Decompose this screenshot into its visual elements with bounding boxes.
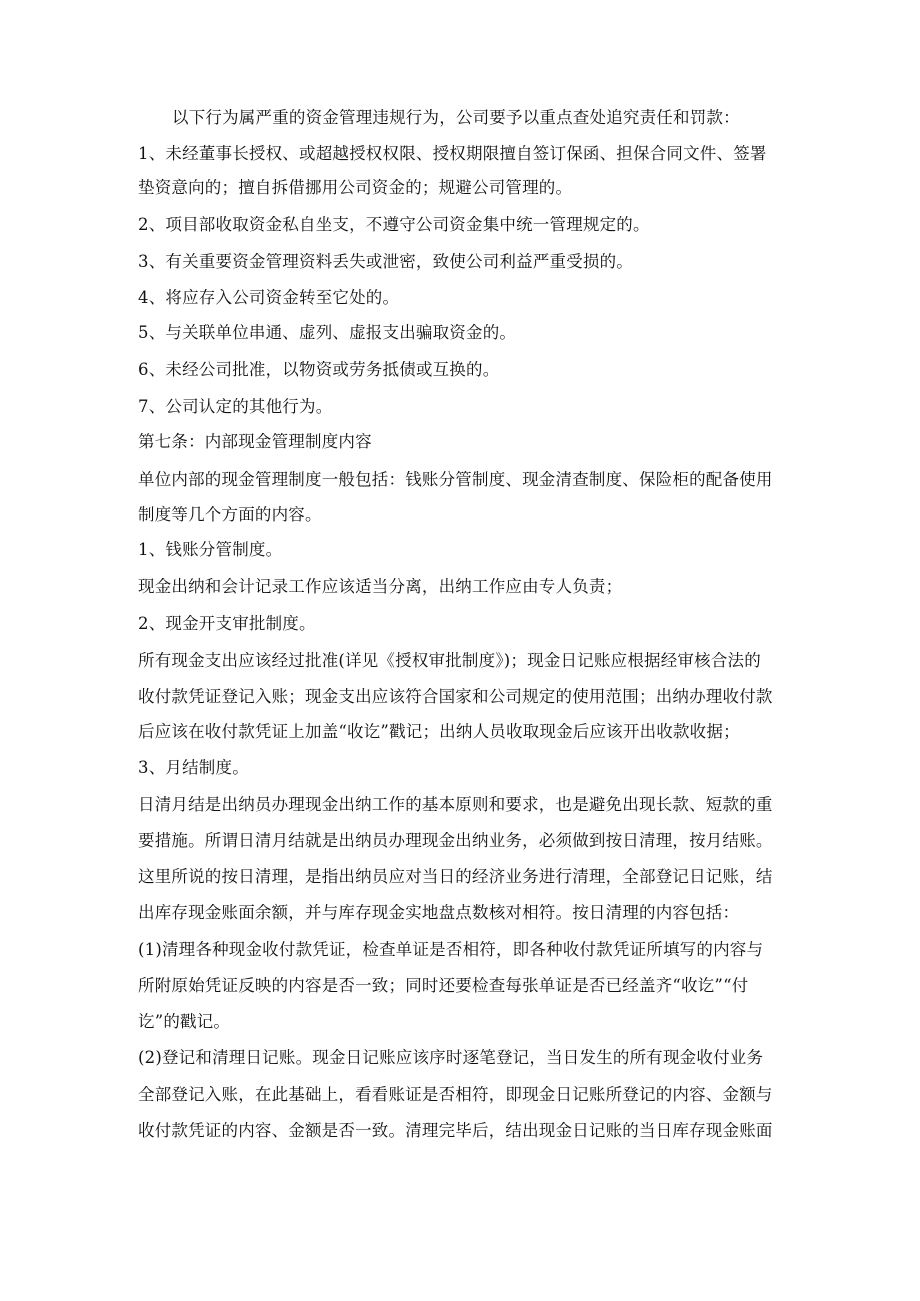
list-item-1-line-2: 垫资意向的；擅自拆借挪用公司资金的；规避公司管理的。 bbox=[138, 178, 573, 197]
paragraph-item-1-line-2: 所附原始凭证反映的内容是否一致；同时还要检查每张单证是否已经盖齐“收讫”“付 bbox=[138, 976, 749, 995]
paragraph-daily-line-2: 要措施。所谓日清月结就是出纳员办理现金出纳业务，必须做到按日清理，按月结账。 bbox=[138, 831, 773, 850]
subheading-3: 3、月结制度。 bbox=[138, 758, 249, 777]
paragraph-item-1-line-1: (1)清理各种现金收付款凭证，检查单证是否相符，即各种收付款凭证所填写的内容与 bbox=[138, 940, 764, 959]
paragraph-intro-violations: 以下行为属严重的资金管理违规行为，公司要予以重点查处追究责任和罚款： bbox=[172, 108, 740, 127]
list-item-3: 3、有关重要资金管理资料丢失或泄密，致使公司利益严重受损的。 bbox=[138, 252, 633, 271]
paragraph-item-2-line-2: 全部登记入账，在此基础上，看看账证是否相符，即现金日记账所登记的内容、金额与 bbox=[138, 1085, 773, 1104]
paragraph-item-2-line-1: (2)登记和清理日记账。现金日记账应该序时逐笔登记，当日发生的所有现金收付业务 bbox=[138, 1048, 764, 1067]
paragraph-daily-line-1: 日清月结是出纳员办理现金出纳工作的基本原则和要求，也是避免出现长款、短款的重 bbox=[138, 795, 773, 814]
list-item-5: 5、与关联单位串通、虚列、虚报支出骗取资金的。 bbox=[138, 323, 517, 342]
paragraph-approval-line-2: 收付款凭证登记入账；现金支出应该符合国家和公司规定的使用范围；出纳办理收付款 bbox=[138, 687, 773, 706]
subheading-1: 1、钱账分管制度。 bbox=[138, 540, 283, 559]
subheading-2: 2、现金开支审批制度。 bbox=[138, 614, 316, 633]
paragraph-cash-system-line-2: 制度等几个方面的内容。 bbox=[138, 505, 322, 524]
list-item-7: 7、公司认定的其他行为。 bbox=[138, 397, 333, 416]
paragraph-daily-line-4: 出库存现金账面余额，并与库存现金实地盘点数核对相符。按日清理的内容包括： bbox=[138, 903, 740, 922]
paragraph-approval-line-1: 所有现金支出应该经过批准(详见《授权审批制度》)；现金日记账应根据经审核合法的 bbox=[138, 651, 761, 670]
paragraph-separation: 现金出纳和会计记录工作应该适当分离，出纳工作应由专人负责； bbox=[138, 577, 623, 596]
paragraph-daily-line-3: 这里所说的按日清理，是指出纳员应对当日的经济业务进行清理，全部登记日记账，结 bbox=[138, 867, 773, 886]
paragraph-cash-system-line-1: 单位内部的现金管理制度一般包括：钱账分管制度、现金清查制度、保险柜的配备使用 bbox=[138, 470, 773, 489]
list-item-6: 6、未经公司批准，以物资或劳务抵债或互换的。 bbox=[138, 360, 500, 379]
paragraph-item-1-line-3: 讫”的戳记。 bbox=[138, 1012, 231, 1031]
section-heading-article-7: 第七条：内部现金管理制度内容 bbox=[138, 432, 372, 451]
list-item-1-line-1: 1、未经董事长授权、或超越授权权限、授权期限擅自签订保函、担保合同文件、签署 bbox=[138, 144, 767, 163]
list-item-2: 2、项目部收取资金私自坐支，不遵守公司资金集中统一管理规定的。 bbox=[138, 215, 650, 234]
paragraph-item-2-line-3: 收付款凭证的内容、金额是否一致。清理完毕后，结出现金日记账的当日库存现金账面 bbox=[138, 1121, 773, 1140]
paragraph-approval-line-3: 后应该在收付款凭证上加盖“收讫”戳记；出纳人员收取现金后应该开出收款收据； bbox=[138, 722, 740, 741]
list-item-4: 4、将应存入公司资金转至它处的。 bbox=[138, 288, 400, 307]
